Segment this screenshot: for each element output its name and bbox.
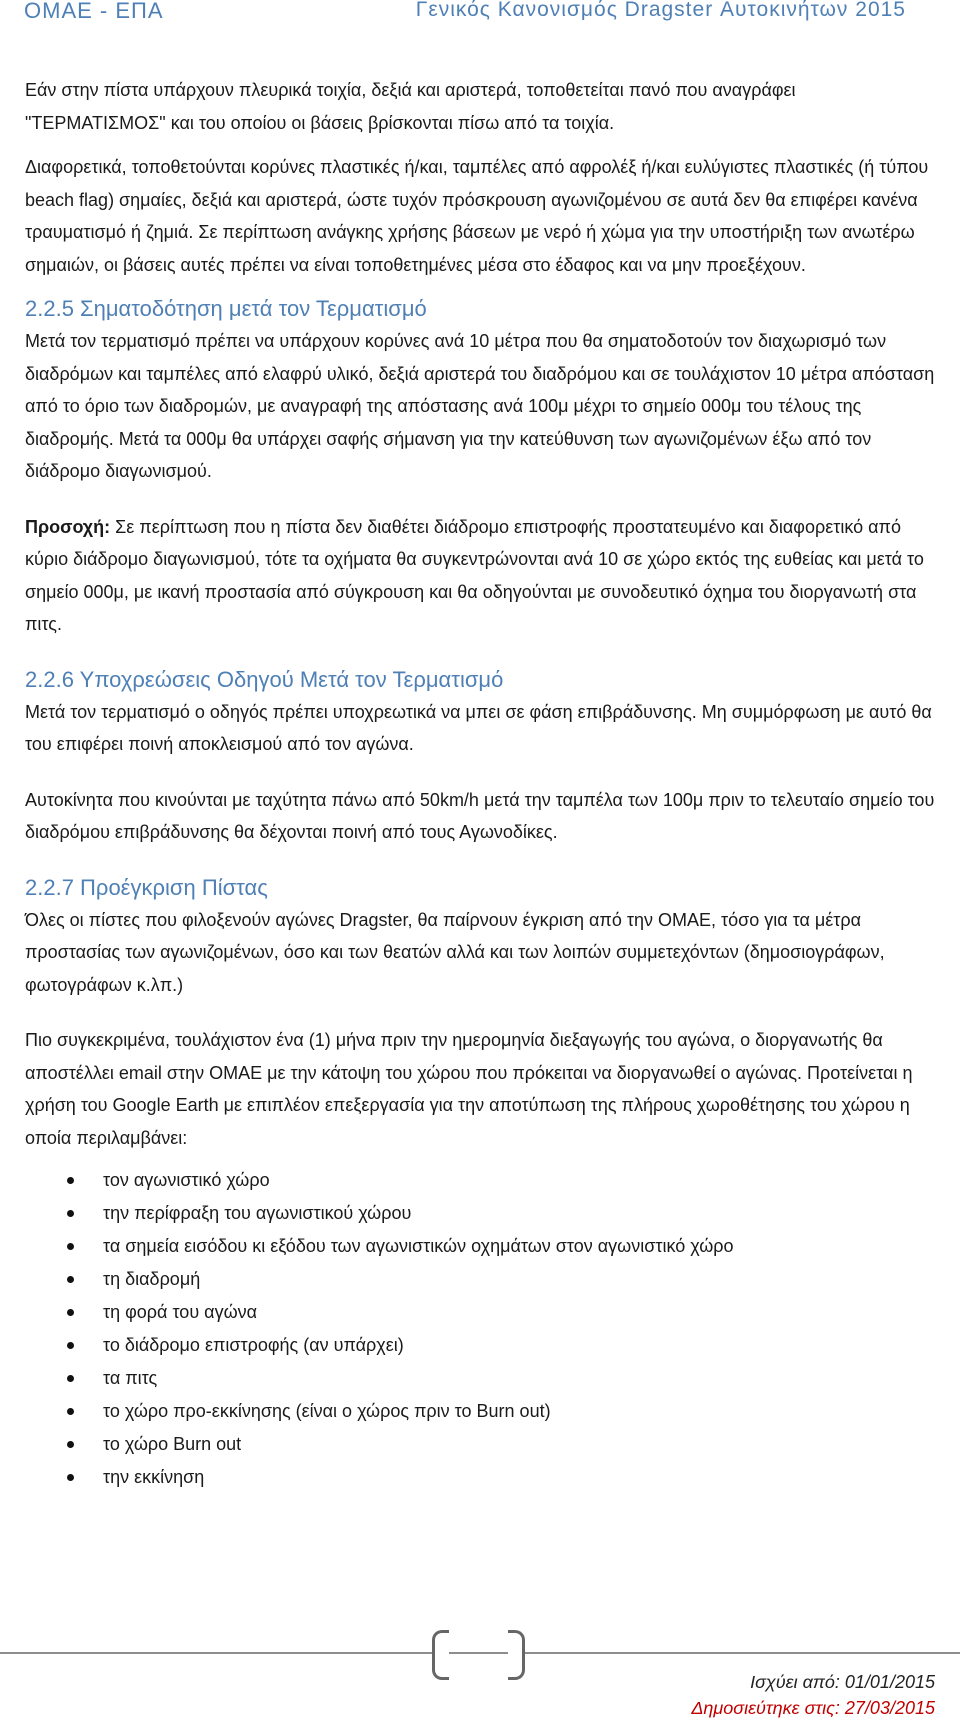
bullet-icon	[67, 1177, 74, 1184]
header-org: ΟΜΑΕ - ΕΠΑ	[24, 0, 164, 23]
list-item: την περίφραξη του αγωνιστικού χώρου	[25, 1197, 940, 1230]
bullet-icon	[67, 1210, 74, 1217]
list-item: την εκκίνηση	[25, 1461, 940, 1494]
document-body	[25, 74, 940, 1494]
footer-divider	[0, 1652, 960, 1654]
section-heading-227: 2.2.7 Προέγκριση Πίστας	[25, 874, 268, 900]
published-date: Δημοσιεύτηκε στις: 27/03/2015	[691, 1698, 935, 1718]
bullet-icon	[67, 1441, 74, 1448]
bullet-icon	[67, 1243, 74, 1250]
layout-items-list	[25, 1164, 940, 1494]
valid-from-date: Ισχύει από: 01/01/2015	[750, 1672, 935, 1692]
bullet-icon	[67, 1276, 74, 1283]
paragraph-deceleration: Μετά τον τερματισμό ο οδηγός πρέπει υποχρεωτικά να μπει σε φάση επιβράδυνσης. Μη συμμόρφωση με αυτό θα του επιφέρει ποινή αποκλεισμού από τον αγώνα.	[25, 701, 932, 754]
paragraph-walls: Εάν στην πίστα υπάρχουν πλευρικά τοιχία, δεξιά και αριστερά, τοποθετείται πανό που αναγράφει "ΤΕΡΜΑΤΙΣΜΟΣ" και του οποίου οι βάσεις βρίσκονται πίσω από τα τοιχία.	[25, 80, 796, 133]
header-document-title: Γενικός Κανονισμός Dragster Αυτοκινήτων 2015	[415, 0, 906, 21]
list-item: τη φορά του αγώνα	[25, 1296, 940, 1329]
bullet-icon	[67, 1309, 74, 1316]
footer-right-brace-icon	[508, 1630, 525, 1680]
paragraph-speed-penalty: Αυτοκίνητα που κινούνται με ταχύτητα πάνω από 50km/h μετά την ταμπέλα των 100μ πριν το τελευταίο σημείο του διαδρόμου επιβράδυνσης θα δέχονται ποινή από τους Αγωνοδίκες.	[25, 789, 935, 842]
page-header	[0, 0, 960, 26]
bullet-icon	[67, 1342, 74, 1349]
list-item: τα σημεία εισόδου κι εξόδου των αγωνιστικών οχημάτων στον αγωνιστικό χώρο	[25, 1230, 940, 1263]
list-item: τη διαδρομή	[25, 1263, 940, 1296]
section-heading-226: 2.2.6 Υποχρεώσεις Οδηγού Μετά τον Τερματισμό	[25, 666, 504, 692]
bullet-icon	[67, 1474, 74, 1481]
bullet-icon	[67, 1375, 74, 1382]
paragraph-approval: Όλες οι πίστες που φιλοξενούν αγώνες Dragster, θα παίρνουν έγκριση από την ΟΜΑΕ, τόσο για τα μέτρα προστασίας των αγωνιζομένων, όσο και των θεατών αλλά και των λοιπών συμμετεχόντων (δημοσιογράφων, φωτογράφων κ.λπ.)	[25, 909, 885, 995]
section-heading-225: 2.2.5 Σηματοδότηση μετά τον Τερματισμό	[25, 296, 427, 321]
list-item: το χώρο Burn out	[25, 1428, 940, 1461]
paragraph-warning	[25, 511, 940, 641]
paragraph-signaling: Μετά τον τερματισμό πρέπει να υπάρχουν κορύνες ανά 10 μέτρα που θα σηματοδοτούν τον διαχωρισμό των διαδρόμων και ταμπέλες από ελαφρύ υλικό, δεξιά αριστερά του διαδρόμου και σε τουλάχιστον 10 μέτρα απόσταση από το όριο των διαδρομών, με αναγραφή της απόστασης ανά 100μ μέχρι το σημείο 000μ του τέλους της διαδρομής. Μετά τα 000μ θα υπάρχει σαφής σήμανση για την κατεύθυνση των αγωνιζομένων έξω από τον διάδρομο διαγωνισμού.	[25, 331, 935, 481]
bullet-icon	[67, 1408, 74, 1415]
paragraph-submission: Πιο συγκεκριμένα, τουλάχιστον ένα (1) μήνα πριν την ημερομηνία διεξαγωγής του αγώνα, ο διοργανωτής θα αποστέλλει email στην ΟΜΑΕ με την κάτοψη του χώρου που πρόκειται να διοργανωθεί ο αγώνας. Προτείνεται η χρήση του Google Earth με επιπλέον επεξεργασία για την αποτύπωση της πλήρους χωροθέτησης του χώρου η οποία περιλαμβάνει:	[25, 1030, 913, 1148]
warning-label: Προσοχή:	[25, 516, 111, 537]
list-item: το διάδρομο επιστροφής (αν υπάρχει)	[25, 1329, 940, 1362]
list-item: τα πιτς	[25, 1362, 940, 1395]
list-item: τον αγωνιστικό χώρο	[25, 1164, 940, 1197]
list-item: το χώρο προ-εκκίνησης (είναι ο χώρος πριν το Burn out)	[25, 1395, 940, 1428]
warning-text: Σε περίπτωση που η πίστα δεν διαθέτει διάδρομο επιστροφής προστατευμένο και διαφορετικό από κύριο διάδρομο διαγωνισμού, τότε τα οχήματα θα συγκεντρώνονται ανά 10 σε χώρο εκτός της ευθείας και μετά το σημείο 000μ, με ικανή προστασία από σύγκρουση και θα οδηγούνται με συνοδευτικό όχημα του διοργανωτή στα πιτς.	[25, 516, 924, 634]
footer-left-brace-icon	[432, 1630, 449, 1680]
paragraph-cones: Διαφορετικά, τοποθετούνται κορύνες πλαστικές ή/και, ταμπέλες από αφρολέξ ή/και ευλύγιστες πλαστικές (ή τύπου beach flag) σημαίες, δεξιά και αριστερά, ώστε τυχόν πρόσκρουση αγωνιζομένου σε αυτά δεν θα επιφέρει κανένα τραυματισμό ή ζημιά. Σε περίπτωση ανάγκης χρήσης βάσεων με νερό ή χώμα για την υποστήριξη των ανωτέρω σημαιών, οι βάσεις αυτές πρέπει να είναι τοποθετημένες μέσα στο έδαφος και να μην προεξέχουν.	[25, 157, 929, 275]
